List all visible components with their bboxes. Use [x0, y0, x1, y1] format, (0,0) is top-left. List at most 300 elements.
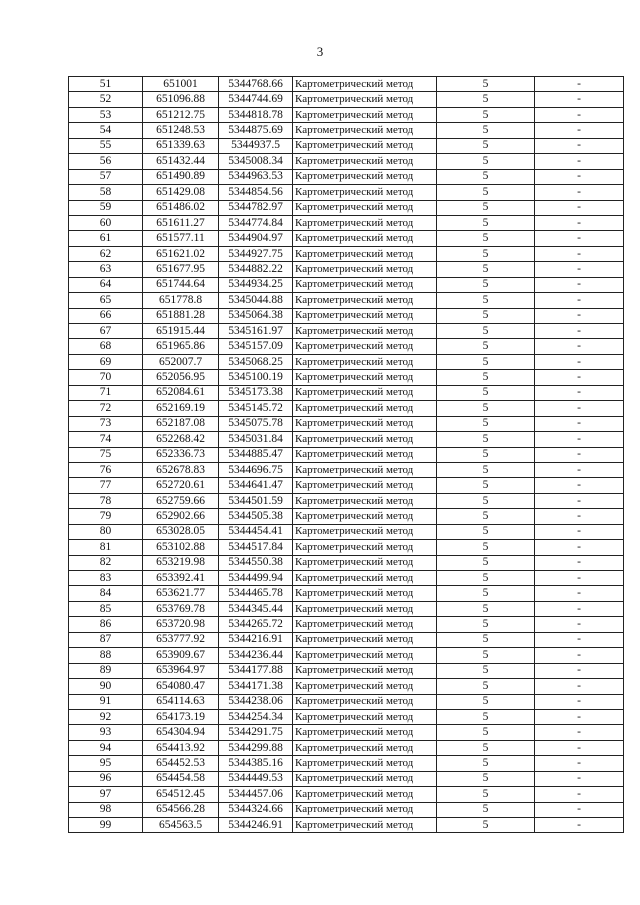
point-number-cell: 72 — [69, 401, 143, 416]
method-cell: Картометрический метод — [293, 123, 437, 138]
method-cell: Картометрический метод — [293, 632, 437, 647]
accuracy-cell: 5 — [437, 215, 535, 230]
note-cell: - — [535, 725, 624, 740]
accuracy-cell: 5 — [437, 354, 535, 369]
x-coordinate-cell: 653909.67 — [143, 648, 219, 663]
table-row — [69, 123, 624, 138]
page-number: 3 — [316, 44, 324, 59]
note-cell: - — [535, 787, 624, 802]
y-coordinate-cell: 5345157.09 — [219, 339, 293, 354]
y-coordinate-cell: 5344768.66 — [219, 77, 293, 92]
accuracy-cell: 5 — [437, 77, 535, 92]
method-cell: Картометрический метод — [293, 277, 437, 292]
x-coordinate-cell: 652084.61 — [143, 385, 219, 400]
note-cell: - — [535, 679, 624, 694]
method-cell: Картометрический метод — [293, 308, 437, 323]
accuracy-cell: 5 — [437, 509, 535, 524]
y-coordinate-cell: 5344291.75 — [219, 725, 293, 740]
accuracy-cell: 5 — [437, 648, 535, 663]
table-row — [69, 555, 624, 570]
accuracy-cell: 5 — [437, 246, 535, 261]
x-coordinate-cell: 651744.64 — [143, 277, 219, 292]
x-coordinate-cell: 653720.98 — [143, 617, 219, 632]
point-number-cell: 74 — [69, 432, 143, 447]
y-coordinate-cell: 5344885.47 — [219, 447, 293, 462]
point-number-cell: 87 — [69, 632, 143, 647]
table-row — [69, 478, 624, 493]
method-cell: Картометрический метод — [293, 709, 437, 724]
x-coordinate-cell: 651248.53 — [143, 123, 219, 138]
accuracy-cell: 5 — [437, 694, 535, 709]
accuracy-cell: 5 — [437, 725, 535, 740]
y-coordinate-cell: 5344550.38 — [219, 555, 293, 570]
table-row — [69, 601, 624, 616]
table-row — [69, 648, 624, 663]
note-cell: - — [535, 586, 624, 601]
note-cell: - — [535, 370, 624, 385]
method-cell: Картометрический метод — [293, 432, 437, 447]
x-coordinate-cell: 651001 — [143, 77, 219, 92]
x-coordinate-cell: 651429.08 — [143, 185, 219, 200]
point-number-cell: 59 — [69, 200, 143, 215]
accuracy-cell: 5 — [437, 308, 535, 323]
y-coordinate-cell: 5344465.78 — [219, 586, 293, 601]
method-cell: Картометрический метод — [293, 787, 437, 802]
note-cell: - — [535, 200, 624, 215]
x-coordinate-cell: 651486.02 — [143, 200, 219, 215]
note-cell: - — [535, 246, 624, 261]
x-coordinate-cell: 652336.73 — [143, 447, 219, 462]
y-coordinate-cell: 5345173.38 — [219, 385, 293, 400]
table-row — [69, 447, 624, 462]
x-coordinate-cell: 652187.08 — [143, 416, 219, 431]
y-coordinate-cell: 5345031.84 — [219, 432, 293, 447]
y-coordinate-cell: 5345075.78 — [219, 416, 293, 431]
x-coordinate-cell: 653028.05 — [143, 524, 219, 539]
point-number-cell: 53 — [69, 107, 143, 122]
table-row — [69, 246, 624, 261]
x-coordinate-cell: 654304.94 — [143, 725, 219, 740]
point-number-cell: 89 — [69, 663, 143, 678]
note-cell: - — [535, 601, 624, 616]
x-coordinate-cell: 654413.92 — [143, 740, 219, 755]
table-row — [69, 617, 624, 632]
accuracy-cell: 5 — [437, 632, 535, 647]
y-coordinate-cell: 5344265.72 — [219, 617, 293, 632]
y-coordinate-cell: 5344934.25 — [219, 277, 293, 292]
table-row — [69, 107, 624, 122]
note-cell: - — [535, 123, 624, 138]
accuracy-cell: 5 — [437, 262, 535, 277]
coordinates-table — [68, 76, 624, 833]
point-number-cell: 80 — [69, 524, 143, 539]
x-coordinate-cell: 653621.77 — [143, 586, 219, 601]
note-cell: - — [535, 509, 624, 524]
table-row — [69, 354, 624, 369]
y-coordinate-cell: 5344875.69 — [219, 123, 293, 138]
x-coordinate-cell: 654114.63 — [143, 694, 219, 709]
method-cell: Картометрический метод — [293, 401, 437, 416]
note-cell: - — [535, 277, 624, 292]
point-number-cell: 83 — [69, 571, 143, 586]
point-number-cell: 67 — [69, 324, 143, 339]
method-cell: Картометрический метод — [293, 725, 437, 740]
point-number-cell: 78 — [69, 493, 143, 508]
accuracy-cell: 5 — [437, 493, 535, 508]
point-number-cell: 82 — [69, 555, 143, 570]
x-coordinate-cell: 654080.47 — [143, 679, 219, 694]
point-number-cell: 51 — [69, 77, 143, 92]
method-cell: Картометрический метод — [293, 200, 437, 215]
accuracy-cell: 5 — [437, 107, 535, 122]
x-coordinate-cell: 652759.66 — [143, 493, 219, 508]
x-coordinate-cell: 653964.97 — [143, 663, 219, 678]
method-cell: Картометрический метод — [293, 524, 437, 539]
x-coordinate-cell: 654452.53 — [143, 756, 219, 771]
method-cell: Картометрический метод — [293, 571, 437, 586]
method-cell: Картометрический метод — [293, 818, 437, 833]
note-cell: - — [535, 339, 624, 354]
table-row — [69, 262, 624, 277]
accuracy-cell: 5 — [437, 200, 535, 215]
table-row — [69, 725, 624, 740]
x-coordinate-cell: 654173.19 — [143, 709, 219, 724]
accuracy-cell: 5 — [437, 185, 535, 200]
point-number-cell: 76 — [69, 462, 143, 477]
x-coordinate-cell: 653392.41 — [143, 571, 219, 586]
accuracy-cell: 5 — [437, 586, 535, 601]
method-cell: Картометрический метод — [293, 416, 437, 431]
x-coordinate-cell: 654454.58 — [143, 771, 219, 786]
method-cell: Картометрический метод — [293, 246, 437, 261]
table-row — [69, 416, 624, 431]
table-row — [69, 231, 624, 246]
method-cell: Картометрический метод — [293, 756, 437, 771]
table-row — [69, 154, 624, 169]
y-coordinate-cell: 5344499.94 — [219, 571, 293, 586]
y-coordinate-cell: 5344345.44 — [219, 601, 293, 616]
y-coordinate-cell: 5344299.88 — [219, 740, 293, 755]
point-number-cell: 90 — [69, 679, 143, 694]
method-cell: Картометрический метод — [293, 586, 437, 601]
y-coordinate-cell: 5344641.47 — [219, 478, 293, 493]
note-cell: - — [535, 401, 624, 416]
y-coordinate-cell: 5345145.72 — [219, 401, 293, 416]
accuracy-cell: 5 — [437, 478, 535, 493]
method-cell: Картометрический метод — [293, 185, 437, 200]
note-cell: - — [535, 694, 624, 709]
accuracy-cell: 5 — [437, 324, 535, 339]
y-coordinate-cell: 5344782.97 — [219, 200, 293, 215]
method-cell: Картометрический метод — [293, 555, 437, 570]
accuracy-cell: 5 — [437, 663, 535, 678]
table-row — [69, 586, 624, 601]
x-coordinate-cell: 651621.02 — [143, 246, 219, 261]
table-row — [69, 802, 624, 817]
method-cell: Картометрический метод — [293, 262, 437, 277]
method-cell: Картометрический метод — [293, 231, 437, 246]
note-cell: - — [535, 632, 624, 647]
x-coordinate-cell: 654563.5 — [143, 818, 219, 833]
table-row — [69, 169, 624, 184]
accuracy-cell: 5 — [437, 432, 535, 447]
y-coordinate-cell: 5344696.75 — [219, 462, 293, 477]
point-number-cell: 88 — [69, 648, 143, 663]
table-row — [69, 324, 624, 339]
method-cell: Картометрический метод — [293, 370, 437, 385]
note-cell: - — [535, 462, 624, 477]
point-number-cell: 75 — [69, 447, 143, 462]
y-coordinate-cell: 5345064.38 — [219, 308, 293, 323]
point-number-cell: 99 — [69, 818, 143, 833]
point-number-cell: 71 — [69, 385, 143, 400]
y-coordinate-cell: 5344744.69 — [219, 92, 293, 107]
accuracy-cell: 5 — [437, 540, 535, 555]
y-coordinate-cell: 5344254.34 — [219, 709, 293, 724]
method-cell: Картометрический метод — [293, 169, 437, 184]
y-coordinate-cell: 5344454.41 — [219, 524, 293, 539]
table-row — [69, 277, 624, 292]
table-row — [69, 185, 624, 200]
accuracy-cell: 5 — [437, 385, 535, 400]
note-cell: - — [535, 524, 624, 539]
method-cell: Картометрический метод — [293, 694, 437, 709]
accuracy-cell: 5 — [437, 524, 535, 539]
note-cell: - — [535, 478, 624, 493]
accuracy-cell: 5 — [437, 709, 535, 724]
table-row — [69, 200, 624, 215]
y-coordinate-cell: 5345008.34 — [219, 154, 293, 169]
accuracy-cell: 5 — [437, 771, 535, 786]
y-coordinate-cell: 5344774.84 — [219, 215, 293, 230]
y-coordinate-cell: 5344238.06 — [219, 694, 293, 709]
point-number-cell: 98 — [69, 802, 143, 817]
table-row — [69, 756, 624, 771]
accuracy-cell: 5 — [437, 818, 535, 833]
table-row — [69, 740, 624, 755]
method-cell: Картометрический метод — [293, 478, 437, 493]
method-cell: Картометрический метод — [293, 802, 437, 817]
method-cell: Картометрический метод — [293, 339, 437, 354]
x-coordinate-cell: 651778.8 — [143, 293, 219, 308]
y-coordinate-cell: 5344963.53 — [219, 169, 293, 184]
x-coordinate-cell: 651611.27 — [143, 215, 219, 230]
note-cell: - — [535, 493, 624, 508]
note-cell: - — [535, 138, 624, 153]
point-number-cell: 94 — [69, 740, 143, 755]
y-coordinate-cell: 5344449.53 — [219, 771, 293, 786]
table-row — [69, 540, 624, 555]
method-cell: Картометрический метод — [293, 617, 437, 632]
point-number-cell: 91 — [69, 694, 143, 709]
table-row — [69, 818, 624, 833]
accuracy-cell: 5 — [437, 277, 535, 292]
table-row — [69, 215, 624, 230]
table-row — [69, 771, 624, 786]
note-cell: - — [535, 215, 624, 230]
table-row — [69, 339, 624, 354]
method-cell: Картометрический метод — [293, 601, 437, 616]
x-coordinate-cell: 651965.86 — [143, 339, 219, 354]
method-cell: Картометрический метод — [293, 447, 437, 462]
y-coordinate-cell: 5344505.38 — [219, 509, 293, 524]
point-number-cell: 55 — [69, 138, 143, 153]
point-number-cell: 81 — [69, 540, 143, 555]
point-number-cell: 57 — [69, 169, 143, 184]
y-coordinate-cell: 5344457.06 — [219, 787, 293, 802]
y-coordinate-cell: 5345161.97 — [219, 324, 293, 339]
accuracy-cell: 5 — [437, 370, 535, 385]
point-number-cell: 92 — [69, 709, 143, 724]
x-coordinate-cell: 652056.95 — [143, 370, 219, 385]
table-row — [69, 493, 624, 508]
note-cell: - — [535, 571, 624, 586]
method-cell: Картометрический метод — [293, 92, 437, 107]
accuracy-cell: 5 — [437, 617, 535, 632]
y-coordinate-cell: 5345044.88 — [219, 293, 293, 308]
x-coordinate-cell: 652007.7 — [143, 354, 219, 369]
y-coordinate-cell: 5344882.22 — [219, 262, 293, 277]
note-cell: - — [535, 185, 624, 200]
note-cell: - — [535, 740, 624, 755]
point-number-cell: 86 — [69, 617, 143, 632]
x-coordinate-cell: 651577.11 — [143, 231, 219, 246]
x-coordinate-cell: 651212.75 — [143, 107, 219, 122]
x-coordinate-cell: 652169.19 — [143, 401, 219, 416]
table-row — [69, 308, 624, 323]
note-cell: - — [535, 92, 624, 107]
note-cell: - — [535, 648, 624, 663]
method-cell: Картометрический метод — [293, 648, 437, 663]
point-number-cell: 96 — [69, 771, 143, 786]
table-row — [69, 370, 624, 385]
y-coordinate-cell: 5344818.78 — [219, 107, 293, 122]
point-number-cell: 73 — [69, 416, 143, 431]
note-cell: - — [535, 385, 624, 400]
y-coordinate-cell: 5344324.66 — [219, 802, 293, 817]
note-cell: - — [535, 771, 624, 786]
x-coordinate-cell: 653777.92 — [143, 632, 219, 647]
method-cell: Картометрический метод — [293, 324, 437, 339]
point-number-cell: 77 — [69, 478, 143, 493]
table-row — [69, 787, 624, 802]
note-cell: - — [535, 154, 624, 169]
point-number-cell: 65 — [69, 293, 143, 308]
y-coordinate-cell: 5344517.84 — [219, 540, 293, 555]
point-number-cell: 54 — [69, 123, 143, 138]
note-cell: - — [535, 262, 624, 277]
table-row — [69, 663, 624, 678]
x-coordinate-cell: 651339.63 — [143, 138, 219, 153]
table-row — [69, 509, 624, 524]
accuracy-cell: 5 — [437, 293, 535, 308]
point-number-cell: 84 — [69, 586, 143, 601]
table-row — [69, 92, 624, 107]
accuracy-cell: 5 — [437, 92, 535, 107]
table-row — [69, 571, 624, 586]
point-number-cell: 66 — [69, 308, 143, 323]
accuracy-cell: 5 — [437, 462, 535, 477]
x-coordinate-cell: 654512.45 — [143, 787, 219, 802]
point-number-cell: 93 — [69, 725, 143, 740]
table-row — [69, 694, 624, 709]
y-coordinate-cell: 5344246.91 — [219, 818, 293, 833]
note-cell: - — [535, 169, 624, 184]
point-number-cell: 69 — [69, 354, 143, 369]
x-coordinate-cell: 652720.61 — [143, 478, 219, 493]
note-cell: - — [535, 663, 624, 678]
y-coordinate-cell: 5344236.44 — [219, 648, 293, 663]
accuracy-cell: 5 — [437, 571, 535, 586]
point-number-cell: 85 — [69, 601, 143, 616]
note-cell: - — [535, 324, 624, 339]
table-row — [69, 138, 624, 153]
note-cell: - — [535, 432, 624, 447]
accuracy-cell: 5 — [437, 601, 535, 616]
x-coordinate-cell: 651432.44 — [143, 154, 219, 169]
y-coordinate-cell: 5344385.16 — [219, 756, 293, 771]
accuracy-cell: 5 — [437, 756, 535, 771]
accuracy-cell: 5 — [437, 740, 535, 755]
accuracy-cell: 5 — [437, 555, 535, 570]
method-cell: Картометрический метод — [293, 293, 437, 308]
table-row — [69, 462, 624, 477]
method-cell: Картометрический метод — [293, 493, 437, 508]
method-cell: Картометрический метод — [293, 540, 437, 555]
y-coordinate-cell: 5344177.88 — [219, 663, 293, 678]
x-coordinate-cell: 652678.83 — [143, 462, 219, 477]
point-number-cell: 63 — [69, 262, 143, 277]
accuracy-cell: 5 — [437, 169, 535, 184]
y-coordinate-cell: 5344927.75 — [219, 246, 293, 261]
y-coordinate-cell: 5345100.19 — [219, 370, 293, 385]
point-number-cell: 62 — [69, 246, 143, 261]
table-row — [69, 401, 624, 416]
accuracy-cell: 5 — [437, 231, 535, 246]
y-coordinate-cell: 5344501.59 — [219, 493, 293, 508]
note-cell: - — [535, 293, 624, 308]
y-coordinate-cell: 5344854.56 — [219, 185, 293, 200]
accuracy-cell: 5 — [437, 138, 535, 153]
point-number-cell: 58 — [69, 185, 143, 200]
table-row — [69, 632, 624, 647]
point-number-cell: 68 — [69, 339, 143, 354]
note-cell: - — [535, 617, 624, 632]
note-cell: - — [535, 354, 624, 369]
accuracy-cell: 5 — [437, 787, 535, 802]
note-cell: - — [535, 447, 624, 462]
method-cell: Картометрический метод — [293, 663, 437, 678]
method-cell: Картометрический метод — [293, 740, 437, 755]
accuracy-cell: 5 — [437, 679, 535, 694]
accuracy-cell: 5 — [437, 154, 535, 169]
x-coordinate-cell: 651677.95 — [143, 262, 219, 277]
table-row — [69, 524, 624, 539]
y-coordinate-cell: 5345068.25 — [219, 354, 293, 369]
point-number-cell: 97 — [69, 787, 143, 802]
x-coordinate-cell: 651881.28 — [143, 308, 219, 323]
x-coordinate-cell: 653102.88 — [143, 540, 219, 555]
x-coordinate-cell: 651490.89 — [143, 169, 219, 184]
note-cell: - — [535, 709, 624, 724]
accuracy-cell: 5 — [437, 401, 535, 416]
note-cell: - — [535, 540, 624, 555]
method-cell: Картометрический метод — [293, 354, 437, 369]
table-row — [69, 77, 624, 92]
note-cell: - — [535, 107, 624, 122]
method-cell: Картометрический метод — [293, 154, 437, 169]
table-row — [69, 293, 624, 308]
